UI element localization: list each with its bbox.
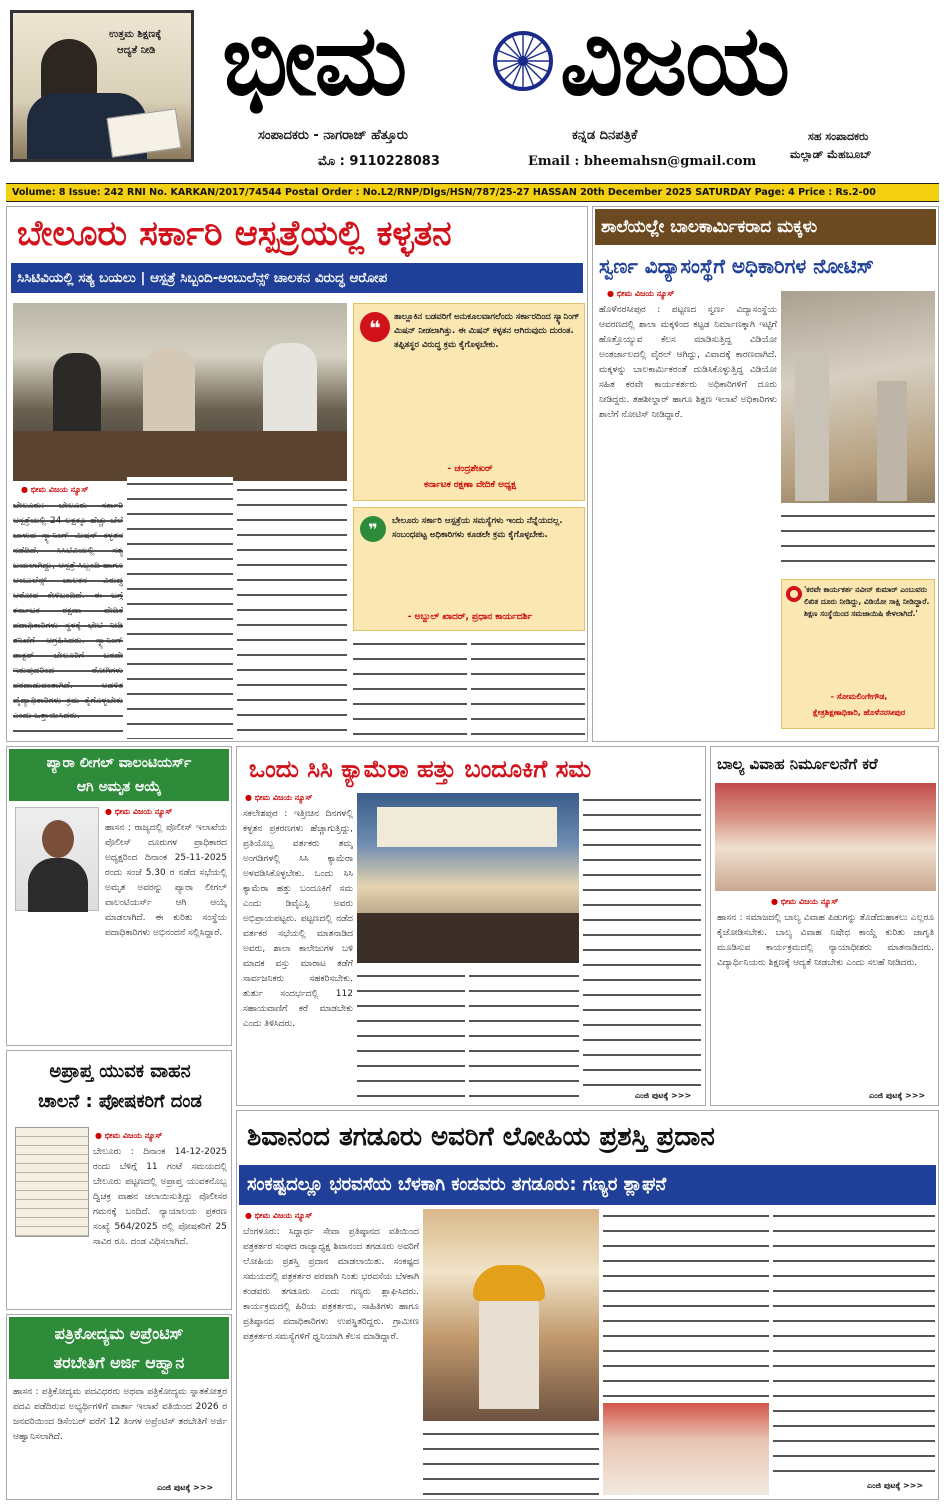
story7-headline: ಬಾಲ್ಯ ವಿವಾಹ ನಿರ್ಮೂಲನೆಗೆ ಕರೆ xyxy=(717,755,878,773)
story5-headline-1: ಪತ್ರಿಕೋದ್ಯಮ ಅಪ್ರೆಂಟಿಸ್ xyxy=(54,1324,184,1343)
photo-table xyxy=(357,913,579,963)
story8-continued[interactable]: ಎಂಜಿ ಪುಟಕ್ಕೆ >>> xyxy=(867,1481,924,1490)
story8-subhead-bar xyxy=(239,1165,936,1205)
story6-body-col3 xyxy=(469,969,579,1101)
co-editor-label: ಸಹ ಸಂಪಾದಕರು xyxy=(808,130,869,143)
story8-body-col3 xyxy=(603,1209,769,1399)
quote-icon: ❞ xyxy=(360,516,386,542)
story8-body: ಬೆಂಗಳೂರು: ಸಿದ್ದಾರ್ಥ ಸೇವಾ ಪ್ರತಿಷ್ಠಾನದ ವತಿಯಿಂದ ಪತ್ರಕರ್ತರ ಸಂಘದ ರಾಜ್ಯಾಧ್ಯಕ್ಷ ಶಿವಾನಂದ ತಗಡೂರು ಅವರಿಗೆ ಲೋಹಿಯ ಪ್ರಶಸ್ತಿ ಪ್ರದಾನ ಮಾಡಲಾಯಿತು. ಸಂಕಷ್ಟದ ಸಮಯದಲ್ಲಿ ಪತ್ರಕರ್ತರ ಪರವಾಗಿ ನಿಂತು ಭರವಸೆಯ ಬೆಳಕಾಗಿ ಕಂಡವರು ತಗಡೂರು ಎಂದು ಗಣ್ಯರು ಶ್ಲಾಘಿಸಿದರು. ಕಾರ್ಯಕ್ರಮದಲ್ಲಿ ಹಿರಿಯ ಪತ್ರಕರ್ತರು, ಸಾಹಿತಿಗಳು ಹಾಗೂ ಪ್ರತಿಷ್ಠಾನದ ಪದಾಧಿಕಾರಿಗಳು ಉಪಸ್ಥಿತರಿದ್ದರು. ಗ್ರಾಮೀಣ ಪತ್ರಕರ್ತರ ಸಮಸ್ಯೆಗಳಿಗೆ ಧ್ವನಿಯಾಗಿ ಕೆಲಸ ಮಾಡಿದ್ದಾರೆ. xyxy=(243,1227,419,1342)
story3-byline xyxy=(105,807,172,817)
story7-byline xyxy=(771,897,838,907)
quote1-role: ಕರ್ನಾಟಕ ರಕ್ಷಣಾ ವೇದಿಕೆ ಅಧ್ಯಕ್ಷ xyxy=(423,480,517,490)
title-right: ವಿಜಯ xyxy=(560,4,789,118)
story-hospital-theft xyxy=(6,206,588,742)
story1-body-col5 xyxy=(471,637,585,737)
story1-quote1 xyxy=(353,303,585,501)
photo-desk xyxy=(13,431,347,481)
story1-subhead-bar xyxy=(11,263,583,293)
story8-byline xyxy=(245,1211,312,1221)
story2-quote-box xyxy=(781,579,935,729)
story5-continued[interactable]: ಎಂಜಿ ಪುಟಕ್ಕೆ >>> xyxy=(157,1483,214,1492)
story8-body-col4 xyxy=(773,1209,935,1477)
story1-headline: ಬೇಲೂರು ಸರ್ಕಾರಿ ಆಸ್ಪತ್ರೆಯಲ್ಲಿ ಕಳ್ಳತನ xyxy=(17,214,452,254)
byline-dot-icon: ● xyxy=(21,485,31,494)
photo-person xyxy=(53,353,101,443)
story8-headline: ಶಿವಾನಂದ ತಗಡೂರು ಅವರಿಗೆ ಲೋಹಿಯ ಪ್ರಶಸ್ತಿ ಪ್ರದಾನ xyxy=(247,1122,715,1152)
story1-quote2 xyxy=(353,507,585,631)
story1-body: ಬೇಲೂರು: ಬೇಲೂರು ಸರ್ಕಾರಿ ಆಸ್ಪತ್ರೆಯಲ್ಲಿ 24 ಲಕ್ಷಕ್ಕೂ ಹೆಚ್ಚು ಬೆಲೆ ಬಾಳುವ ಸ್ಕ್ಯಾನಿಂಗ್ ಮಿಷನ್ ಕಳ್ಳತನ ನಡೆದಿದೆ. ಸಿಸಿಟಿವಿಯಲ್ಲಿ ಸತ್ಯ ಬಯಲಾಗಿದ್ದು, ಆಸ್ಪತ್ರೆ ಸಿಬ್ಬಂದಿ ಹಾಗೂ ಆಂಬುಲೆನ್ಸ್ ಚಾಲಕನ ವಿರುದ್ಧ ಆರೋಪ ಕೇಳಿಬಂದಿದೆ. ಈ ಬಗ್ಗೆ ಕರ್ನಾಟಕ ರಕ್ಷಣಾ ವೇದಿಕೆ ಪದಾಧಿಕಾರಿಗಳು ಸ್ಥಳಕ್ಕೆ ಭೇಟಿ ನೀಡಿ ತನಿಖೆಗೆ ಆಗ್ರಹಿಸಿದರು. ಸ್ಕ್ಯಾನಿಂಗ್ ಡಾಕ್ಟರ್ ಬೇಲೂರಿಗೆ ಬರದೇ ಇರುವುದರಿಂದ ರೋಗಿಗಳು ಪರದಾಡುವಂತಾಗಿದೆ. ಆಡಳಿತ ವೈದ್ಯಾಧಿಕಾರಿಗಳು ಕ್ರಮ ಕೈಗೊಳ್ಳಬೇಕು ಎಂದು ಒತ್ತಾಯಿಸಿದರು. xyxy=(13,499,123,739)
story5-body: ಹಾಸನ : ಪತ್ರಿಕೋದ್ಯಮ ಪದವಿಧರರು ಅಥವಾ ಪತ್ರಿಕೋದ್ಯಮ ಸ್ನಾತಕೋತ್ತರ ಪದವಿ ಪಡೆದಿರುವ ಅಭ್ಯರ್ಥಿಗಳಿಗೆ ವಾರ್ತಾ ಇಲಾಖೆ ವತಿಯಿಂದ 2026 ರ ಜನವರಿಯಿಂದ ಡಿಸೆಂಬರ್ ವರೆಗೆ 12 ತಿಂಗಳ ಅಪ್ರೆಂಟಿಸ್ ತರಬೇತಿಗೆ ಅರ್ಜಿ ಆಹ್ವಾನಿಸಲಾಗಿದೆ. xyxy=(13,1387,227,1442)
co-editor-name: ಮಲ್ಲಾಡ್ ಮೆಹಬೂಬ್ xyxy=(790,148,872,161)
story3-headline-1: ಪ್ಯಾರಾ ಲೀಗಲ್ ವಾಲಂಟಿಯರ್ಸ್ xyxy=(46,755,192,771)
story4-document-photo xyxy=(15,1127,89,1237)
story3-body: ಹಾಸನ : ರಾಜ್ಯದಲ್ಲಿ ಪೊಲೀಸ್ ಇಲಾಖೆಯ ಪೊಲೀಸ್ ದೂರುಗಳ ಪ್ರಾಧಿಕಾರದ ಅಧ್ಯಕ್ಷರಿಂದ ದಿನಾಂಕ 25-11-2025 ರಂದು ಸಂಜೆ 5.30 ರ ನಡೆದ ಸಭೆಯಲ್ಲಿ ಅಮೃತ ಅವರನ್ನು ಪ್ಯಾರಾ ಲೀಗಲ್ ವಾಲಂಟಿಯರ್ಸ್ ಆಗಿ ಆಯ್ಕೆ ಮಾಡಲಾಗಿದೆ. ಈ ಕುರಿತು ಸಂಸ್ಥೆಯ ಪದಾಧಿಕಾರಿಗಳು ಅಭಿನಂದನೆ ಸಲ್ಲಿಸಿದ್ದಾರೆ. xyxy=(105,823,227,938)
story2-quote-role: ಕ್ಷೇತ್ರಶಿಕ್ಷಣಾಧಿಕಾರಿ, ಹೊಳೆನರಸೀಪುರ xyxy=(812,708,906,717)
story2-body: ಹೊಳೆನರಸೀಪುರ : ಪಟ್ಟಣದ ಸ್ವರ್ಣ ವಿದ್ಯಾಸಂಸ್ಥೆಯ ಆವರಣದಲ್ಲಿ ಶಾಲಾ ಮಕ್ಕಳಿಂದ ಕಟ್ಟಡ ನಿರ್ಮಾಣಕ್ಕಾಗಿ ಇಟ್ಟಿಗೆ ಹೊತ್ತೊಯ್ಯುವ ಕೆಲಸ ಮಾಡಿಸುತ್ತಿದ್ದ ವಿಡಿಯೋ ಅಂತರ್ಜಾಲದಲ್ಲಿ ವೈರಲ್ ಆಗಿದ್ದು, ವಿವಾದಕ್ಕೆ ಕಾರಣವಾಗಿದೆ. ಮಕ್ಕಳನ್ನು ಬಾಲಕಾರ್ಮಿಕರಂತೆ ದುಡಿಸಿಕೊಳ್ಳುತ್ತಿದ್ದ ವಿಡಿಯೋ ಸಹಿತ ಕರವೇ ಕಾರ್ಯಕರ್ತರು ಅಧಿಕಾರಿಗಳಿಗೆ ದೂರು ನೀಡಿದ್ದರು. ತಹಶೀಲ್ದಾರ್ ಹಾಗೂ ಶಿಕ್ಷಣ ಇಲಾಖೆ ಅಧಿಕಾರಿಗಳು ಶಾಲೆಗೆ ನೋಟಿಸ್ ನೀಡಿದ್ದಾರೆ. xyxy=(599,305,777,420)
photo-pillar xyxy=(795,351,829,501)
story4-byline-text: ಭೀಮ ವಿಜಯ ನ್ಯೂಸ್ xyxy=(104,1131,163,1140)
photo-banner xyxy=(377,807,557,847)
portrait-book xyxy=(107,108,182,157)
photo-turban xyxy=(473,1265,545,1301)
quote-icon xyxy=(786,586,802,602)
story2-byline-text: ಭೀಮ ವಿಜಯ ನ್ಯೂಸ್ xyxy=(616,289,675,298)
story-cc-camera xyxy=(236,746,706,1106)
story-para-legal xyxy=(6,746,232,1046)
story4-body: ಬೇಲೂರು : ದಿನಾಂಕ 14-12-2025 ರಂದು ಬೆಳಿಗ್ಗೆ 11 ಗಂಟೆ ಸಮಯದಲ್ಲಿ ಬೇಲೂರು ಪಟ್ಟಣದಲ್ಲಿ ಅಪ್ರಾಪ್ತ ಯುವಕನೊಬ್ಬ ದ್ವಿಚಕ್ರ ವಾಹನ ಚಲಾಯಿಸುತ್ತಿದ್ದು ಪೊಲೀಸರ ಗಮನಕ್ಕೆ ಬಂದಿದೆ. ನ್ಯಾಯಾಲಯ ಪ್ರಕರಣ ಸಂಖ್ಯೆ 564/2025 ರಲ್ಲಿ ಪೋಷಕರಿಗೆ 25 ಸಾವಿರ ರೂ. ದಂಡ ವಿಧಿಸಲಾಗಿದೆ. xyxy=(93,1147,227,1247)
quote1-author: - ಚಂದ್ರಶೇಖರ್ xyxy=(447,464,493,474)
email: Email : bheemahsn@gmail.com xyxy=(528,154,757,169)
story4-headline-2: ಚಾಲನೆ : ಪೋಷಕರಿಗೆ ದಂಡ xyxy=(38,1091,202,1112)
story1-byline-text: ಭೀಮ ವಿಜಯ ನ್ಯೂಸ್ xyxy=(30,485,89,494)
story6-body-col4 xyxy=(583,793,701,1089)
story3-byline-text: ಭೀಮ ವಿಜಯ ನ್ಯೂಸ್ xyxy=(114,807,173,816)
story2-body-col2 xyxy=(781,509,935,575)
story3-headline-bar xyxy=(9,749,229,801)
byline-dot-icon: ● xyxy=(95,1131,105,1140)
quote2-text: ಬೇಲೂರು ಸರ್ಕಾರಿ ಆಸ್ಪತ್ರೆಯ ಸಮಸ್ಯೆಗಳು ಇಂದು ನೆನ್ನೆಯದಲ್ಲ. ಸಂಬಂಧಪಟ್ಟ ಅಧಿಕಾರಿಗಳು ಕೂಡಲೇ ಕ್ರಮ ಕೈಗೊಳ್ಳಬೇಕು. xyxy=(392,516,563,540)
story6-photo xyxy=(357,793,579,963)
story2-kicker-bar xyxy=(595,209,936,245)
photo-person xyxy=(143,347,195,443)
editor-phone: ಮೊ : 9110228083 xyxy=(318,154,440,169)
story7-byline-text: ಭೀಮ ವಿಜಯ ನ್ಯೂಸ್ xyxy=(780,897,839,906)
story-child-labour xyxy=(592,206,939,742)
byline-dot-icon: ● xyxy=(245,1211,255,1220)
story8-photo2 xyxy=(603,1403,769,1495)
story2-photo xyxy=(781,291,935,503)
story4-headline-1: ಅಪ್ರಾಪ್ತ ಯುವಕ ವಾಹನ xyxy=(49,1061,191,1082)
story7-photo xyxy=(715,783,936,891)
ambedkar-portrait xyxy=(10,10,194,162)
story2-byline xyxy=(607,289,674,299)
story5-headline-bar xyxy=(9,1317,229,1379)
title-left: ಭೀಮ xyxy=(222,4,406,118)
story6-byline xyxy=(245,793,312,803)
story8-subhead: ಸಂಕಷ್ಟದಲ್ಲೂ ಭರವಸೆಯ ಬೆಳಕಾಗಿ ಕಂಡವರು ತಗಡೂರು: ಗಣ್ಯರ ಶ್ಲಾಘನೆ xyxy=(247,1174,667,1195)
story6-headline: ಒಂದು ಸಿಸಿ ಕ್ಯಾಮೆರಾ ಹತ್ತು ಬಂದೂಕಿಗೆ ಸಮ xyxy=(249,755,592,783)
story6-byline-text: ಭೀಮ ವಿಜಯ ನ್ಯೂಸ್ xyxy=(254,793,313,802)
story2-kicker: ಶಾಲೆಯಲ್ಲೇ ಬಾಲಕಾರ್ಮಿಕರಾದ ಮಕ್ಕಳು xyxy=(601,217,818,237)
byline-dot-icon: ● xyxy=(607,289,617,298)
portrait-caption-2: ಆದ್ಯತೆ ನೀಡಿ xyxy=(117,45,156,56)
quote1-text: ತಾಲ್ಲೂಕಿನ ಬಡವರಿಗೆ ಅನುಕೂಲವಾಗಲೆಂದು ಸರ್ಕಾರದಿಂದ ಸ್ಕ್ಯಾನಿಂಗ್ ಮಿಷನ್ ನೀಡಲಾಗಿತ್ತು. ಈ ಮಿಷನ್ ಕಳ್ಳತನ ಆಗಿರುವುದು ದುರಂತ. ತಪ್ಪಿತಸ್ಥರ ವಿರುದ್ಧ ಕ್ರಮ ಕೈಗೊಳ್ಳಬೇಕು. xyxy=(394,312,580,350)
story1-photo xyxy=(13,303,347,481)
info-bar-text: Volume: 8 Issue: 242 RNI No. KARKAN/2017/74544 Postal Order : No.L2/RNP/Dlgs/HSN/787/25-27 HASSAN 20th December 2025 SATURDAY Page: 4 Price : Rs.2-00 xyxy=(12,187,876,198)
story-journalism-apprentice xyxy=(6,1314,232,1500)
story3-headline-2: ಆಗಿ ಅಮೃತ ಆಯ್ಕೆ xyxy=(76,779,162,795)
story4-byline xyxy=(95,1131,162,1141)
story1-body-col3 xyxy=(237,483,347,739)
story-minor-driving xyxy=(6,1050,232,1310)
story1-body-col2 xyxy=(127,477,233,739)
story8-byline-text: ಭೀಮ ವಿಜಯ ನ್ಯೂಸ್ xyxy=(254,1211,313,1220)
story2-quote-author: - ಸೋಮಲಿಂಗೇಗೌಡ, xyxy=(830,692,888,701)
portrait-body xyxy=(28,858,88,912)
byline-dot-icon: ● xyxy=(245,793,255,802)
story8-photo xyxy=(423,1209,599,1421)
story2-headline: ಸ್ವರ್ಣ ವಿದ್ಯಾಸಂಸ್ಥೆಗೆ ಅಧಿಕಾರಿಗಳ ನೋಟಿಸ್ xyxy=(599,254,874,278)
story8-body-col2 xyxy=(423,1427,599,1495)
story1-body-col4 xyxy=(353,637,467,737)
info-bar xyxy=(6,183,939,202)
quote2-author: - ಅಬ್ದುಲ್ ಖಾದರ್, ಪ್ರಧಾನ ಕಾರ್ಯದರ್ಶಿ xyxy=(407,612,533,622)
ashoka-chakra-icon xyxy=(492,30,554,92)
quote-icon: ❝ xyxy=(360,312,390,342)
photo-pillar xyxy=(877,381,907,501)
byline-dot-icon: ● xyxy=(105,807,115,816)
story7-continued[interactable]: ಎಂಜಿ ಪುಟಕ್ಕೆ >>> xyxy=(869,1091,926,1100)
portrait-head xyxy=(42,820,74,858)
story1-byline xyxy=(21,485,88,495)
story6-body: ಸಕಲೇಶಪುರ : ಇತ್ತೀಚಿನ ದಿನಗಳಲ್ಲಿ ಕಳ್ಳತನ ಪ್ರಕರಣಗಳು ಹೆಚ್ಚಾಗುತ್ತಿದ್ದು, ಪ್ರತಿಯೊಬ್ಬ ವರ್ತಕರು ತಮ್ಮ ಅಂಗಡಿಗಳಲ್ಲಿ ಸಿಸಿ ಕ್ಯಾಮೆರಾ ಅಳವಡಿಸಿಕೊಳ್ಳಬೇಕು. ಒಂದು ಸಿಸಿ ಕ್ಯಾಮೆರಾ ಹತ್ತು ಬಂದೂಕಿಗೆ ಸಮ ಎಂದು ಡಿವೈಎಸ್ಪಿ ಅವರು ಅಭಿಪ್ರಾಯಪಟ್ಟರು. ಪಟ್ಟಣದಲ್ಲಿ ನಡೆದ ವರ್ತಕರ ಸಭೆಯಲ್ಲಿ ಮಾತನಾಡಿದ ಅವರು, ಶಾಲಾ ಕಾಲೇಜುಗಳ ಬಳಿ ಮಾದಕ ವಸ್ತು ಮಾರಾಟ ತಡೆಗೆ ಸಾರ್ವಜನಿಕರು ಸಹಕರಿಸಬೇಕು. ತುರ್ತು ಸಂದರ್ಭದಲ್ಲಿ 112 ಸಹಾಯವಾಣಿಗೆ ಕರೆ ಮಾಡಬೇಕು ಎಂದು ತಿಳಿಸಿದರು. xyxy=(243,809,353,1029)
masthead xyxy=(0,0,945,180)
editor-name: ಸಂಪಾದಕರು - ನಾಗರಾಜ್ ಹೆತ್ತೂರು xyxy=(258,128,408,143)
story5-headline-2: ತರಬೇತಿಗೆ ಅರ್ಜಿ ಆಹ್ವಾನ xyxy=(53,1353,185,1372)
byline-dot-icon: ● xyxy=(771,897,781,906)
story3-portrait xyxy=(15,807,99,911)
paper-type: ಕನ್ನಡ ದಿನಪತ್ರಿಕೆ xyxy=(572,128,638,143)
story-lohia-award xyxy=(236,1110,939,1500)
portrait-caption-1: ಉತ್ತಮ ಶಿಕ್ಷಣಕ್ಕೆ xyxy=(109,29,162,40)
story1-subhead: ಸಿಸಿಟಿವಿಯಲ್ಲಿ ಸತ್ಯ ಬಯಲು | ಆಸ್ಪತ್ರೆ ಸಿಬ್ಬಂದಿ-ಆಂಬುಲೆನ್ಸ್ ಚಾಲಕನ ವಿರುದ್ಧ ಆರೋಪ xyxy=(17,270,388,286)
story2-quote-text: 'ಕರವೇ ಕಾರ್ಯಕರ್ತ ನವೀನ್ ಕುಮಾರ್ ಎಂಬುವರು ಲಿಖಿತ ದೂರು ನೀಡಿದ್ದು, ವಿಡಿಯೋ ಸಾಕ್ಷಿ ನೀಡಿದ್ದಾರೆ. ಶಿಕ್ಷಣ ಸಂಸ್ಥೆಯಿಂದ ಸಮಜಾಯಿಷಿ ಕೇಳಲಾಗಿದೆ.' xyxy=(804,585,930,618)
story6-continued[interactable]: ಎಂಜಿ ಪುಟಕ್ಕೆ >>> xyxy=(635,1091,692,1100)
story-child-marriage xyxy=(710,746,939,1106)
story7-body: ಹಾಸನ : ಸಮಾಜದಲ್ಲಿ ಬಾಲ್ಯ ವಿವಾಹ ಪಿಡುಗನ್ನು ತೊಡೆದುಹಾಕಲು ಎಲ್ಲರೂ ಕೈಜೋಡಿಸಬೇಕು. ಬಾಲ್ಯ ವಿವಾಹ ನಿಷೇಧ ಕಾಯ್ದೆ ಕುರಿತು ಜಾಗೃತಿ ಮೂಡಿಸುವ ಕಾರ್ಯಕ್ರಮದಲ್ಲಿ ನ್ಯಾಯಾಧೀಶರು ಮಾತನಾಡಿದರು. ವಿದ್ಯಾರ್ಥಿನಿಯರು ಶಿಕ್ಷಣಕ್ಕೆ ಆದ್ಯತೆ ನೀಡಬೇಕು ಎಂದು ಸಲಹೆ ನೀಡಿದರು. xyxy=(717,913,934,968)
story6-body-col2 xyxy=(357,969,465,1101)
